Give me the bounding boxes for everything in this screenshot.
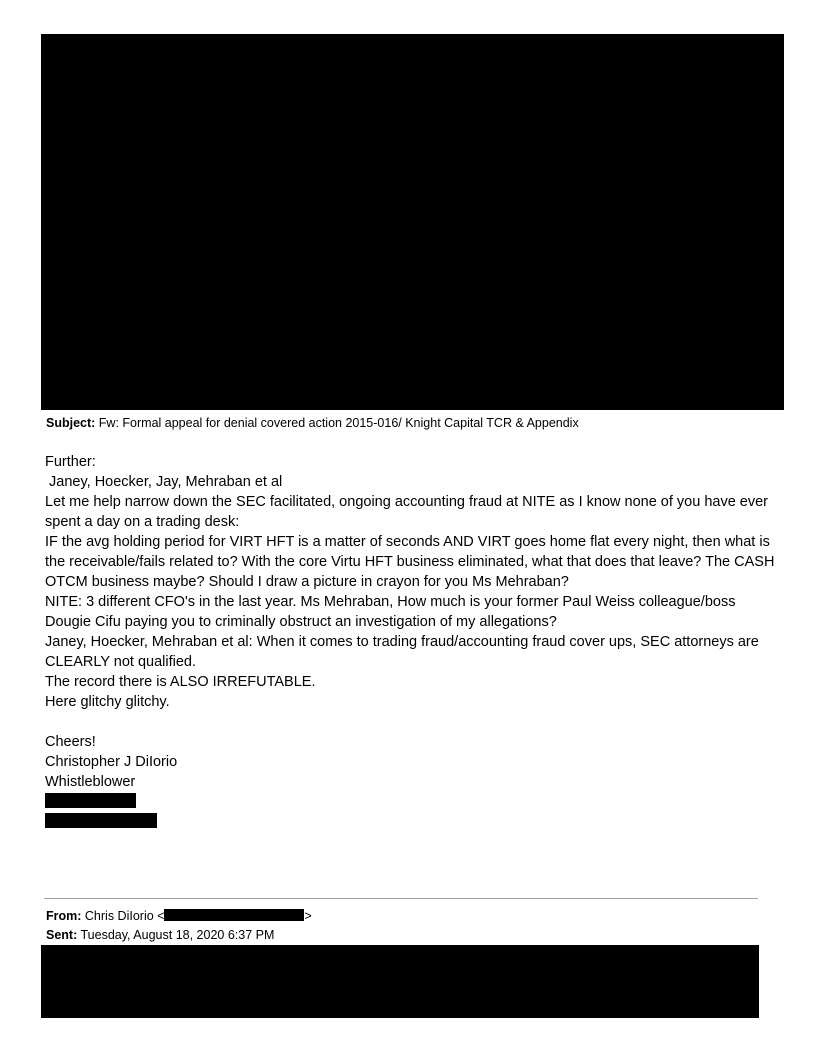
redaction-signature-1 xyxy=(45,793,136,808)
redaction-signature-2 xyxy=(45,813,157,828)
body-line: Here glitchy glitchy. xyxy=(45,694,170,710)
signature-name: Christopher J DiIorio xyxy=(45,754,178,770)
body-line: IF the avg holding period for VIRT HFT is a matter of seconds AND VIRT goes home flat every night, then what is the receivable/fails related to? With the core Virtu HFT business eliminated, what that does that leave? The CASH OTCM business maybe? Should I draw a picture in crayon for you Ms Mehraban? xyxy=(45,534,775,590)
body-line: Further: xyxy=(45,454,96,470)
body-line: NITE: 3 different CFO's in the last year. Ms Mehraban, How much is your former Paul Weiss colleague/boss Dougie Cifu paying you to criminally obstruct an investigation of my allegations? xyxy=(45,594,736,630)
body-line: Janey, Hoecker, Mehraban et al: When it comes to trading fraud/accounting fraud cover ups, SEC attorneys are CLEARLY not qualified. xyxy=(45,634,759,670)
from-label: From: xyxy=(46,909,82,923)
signature-title: Whistleblower xyxy=(45,774,136,790)
subject-text: Fw: Formal appeal for denial covered action 2015-016/ Knight Capital TCR & Appendix xyxy=(98,416,579,430)
subject-label: Subject: xyxy=(46,416,96,430)
subject-line xyxy=(46,415,579,431)
email-body xyxy=(45,452,777,792)
from-line xyxy=(46,908,312,924)
sent-line xyxy=(46,927,274,943)
from-name: Chris DiIorio < xyxy=(84,909,165,923)
body-line: Let me help narrow down the SEC facilitated, ongoing accounting fraud at NITE as I know none of you have ever spent a day on a trading desk: xyxy=(45,494,769,530)
body-line: Janey, Hoecker, Jay, Mehraban et al xyxy=(45,474,283,490)
closing: Cheers! xyxy=(45,734,96,750)
sent-label: Sent: xyxy=(46,928,78,942)
from-suffix: > xyxy=(304,909,312,923)
redaction-email-address xyxy=(164,909,304,921)
email-separator xyxy=(44,898,758,899)
signature-block xyxy=(45,732,777,792)
sent-date: Tuesday, August 18, 2020 6:37 PM xyxy=(80,928,275,942)
redaction-block-top xyxy=(41,34,784,410)
body-line: The record there is ALSO IRREFUTABLE. xyxy=(45,674,316,690)
redaction-block-bottom xyxy=(41,945,759,1018)
